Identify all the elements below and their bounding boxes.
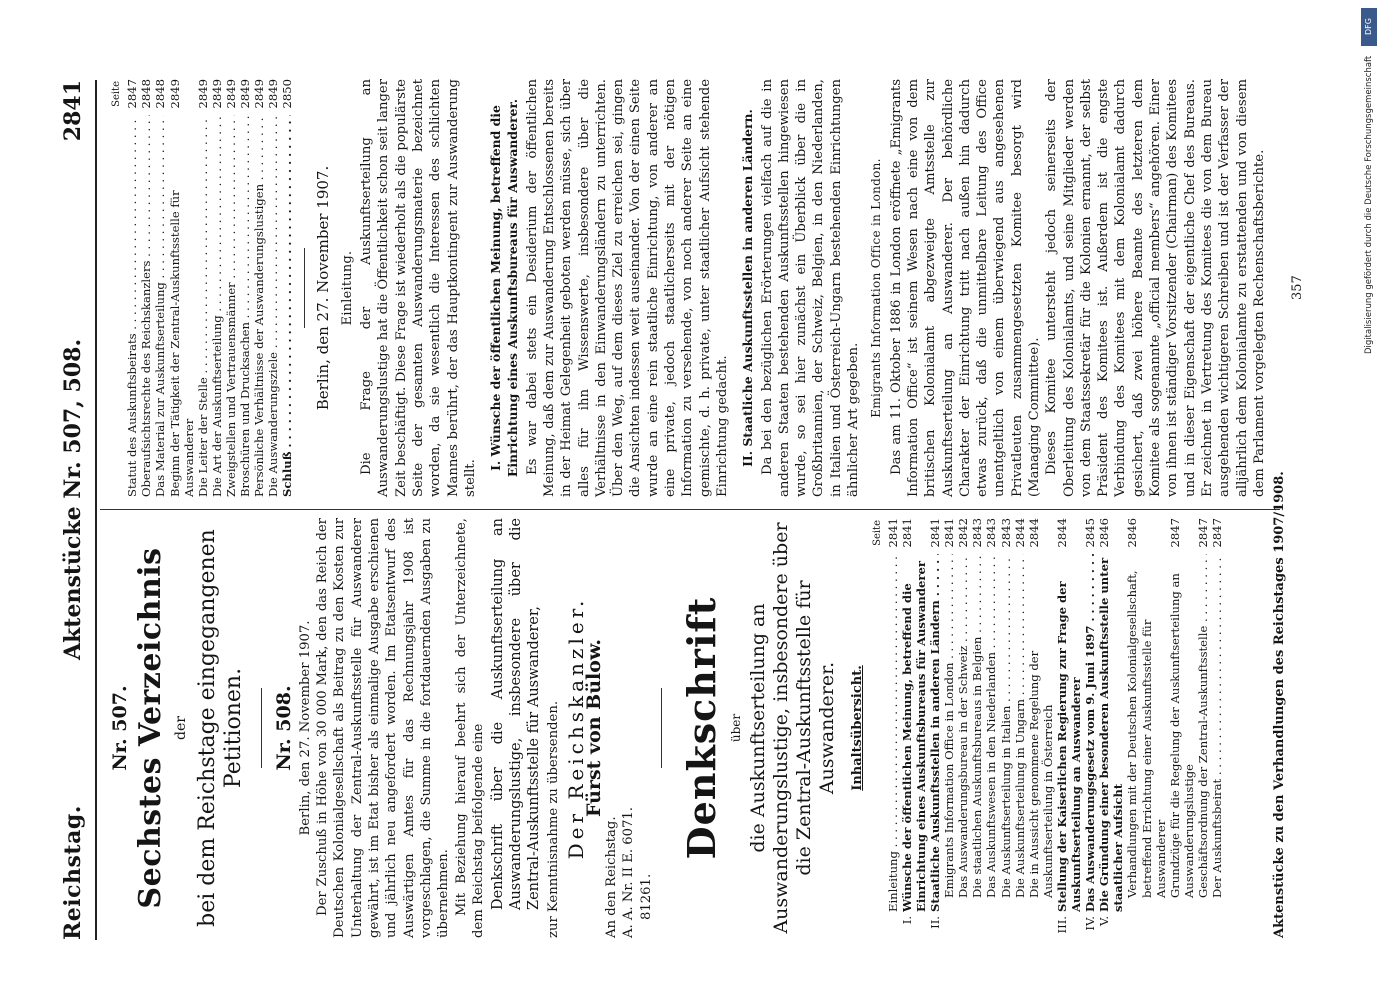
toc-entry-number [956,912,970,938]
header-left: Reichstag. [60,805,86,940]
toc-entry [139,79,153,497]
toc-leader-dots [125,115,139,333]
header-page-number: 2841 [60,80,86,142]
toc-entry-page: 2847 [125,79,140,109]
toc-entry [224,79,238,497]
digitization-stamp [1355,0,1383,1000]
toc-entry-page: 2847 [1195,518,1210,548]
toc-entry [984,518,998,938]
toc-leader-dots [1083,554,1097,626]
toc-entry-text: Geschäftsordnung der Zentral-Auskunftsstelle . . . [1196,554,1210,912]
header-center: Aktenstücke Nr. 507, 508. [60,338,86,660]
toc-leader-dots [252,115,266,184]
reference-number-2: 81261. [638,873,654,920]
toc-entry [1196,518,1210,938]
toc-entry-text: Die in Aussicht genommene Regelung der Auskunftserteilung in Österreich [1026,650,1055,898]
toc-entry-number [1210,912,1224,938]
toc-entry-page: 2849 [195,79,210,109]
footer-left: Aktenstücke zu den Verhandlungen des Reichstages 1907/1908. [1272,471,1287,938]
nr507-subtitle: bei dem Reichstage eingegangenen Petitionen. [194,529,246,927]
toc-entry-page: 2849 [238,79,253,109]
toc-leader-dots [1013,554,1027,699]
toc-entry-page: 2845 [1083,518,1098,548]
nr508-heading: Nr. 508. [272,685,295,771]
toc-cont-seite-label: Seite [111,81,122,107]
right-para3: Da bei den bezüglichen Erörterungen vielfach auf die in anderen Staaten bestehenden Auskunftsstellen hingewiesen wurde, so sei hier zunächst ein Überblick über die in Großbritannien, der Schweiz, Belgien, in den Niederlanden, in Italien und Österreich-Ungarn bestehenden Einrichtungen ähnlicher Art gegeben. [759,79,862,497]
toc-entry-number: II. [928,916,943,929]
london-subheading: Emigrants Information Office in London. [869,158,884,418]
toc-leader-dots [153,115,167,282]
nr508-para1: Der Zuschuß in Höhe von 30 000 Mark, den das Reich der Deutschen Kolonialgesellschaft als Beitrag zu den Kosten zur Unterhaltung der Zentral-Auskunftsstelle für Auswanderer gewährt, ist im Etat bisher als einmalige Ausgabe erschienen und jährlich neu angefordert worden. Im Etatsentwurf des Auswärtigen Amtes für das Rechnungsjahr 1908 ist vorgeschlagen, die Summe in die fortdauernden Ausgaben zu übernehmen. [315,518,452,938]
toc-leader-dots [210,115,224,315]
toc-entry-page: 2849 [167,79,182,109]
left-column [108,518,1224,938]
toc-entry-text: Die Leiter der Stelle . . . [196,115,210,497]
toc-leader-dots [984,554,998,652]
toc-entry-number [1027,912,1055,938]
toc-entry [1055,518,1083,938]
toc-entry-page: 2849 [252,79,267,109]
toc-entry [999,518,1013,938]
digitization-note: Digitalisierung gefördert durch die Deutsche Forschungsgemeinschaft [1364,56,1374,355]
signature-name: Fürst von Bülow. [582,638,605,818]
section-2-heading: II. Staatliche Auskunftsstellen in anderen Ländern. [740,109,756,467]
nr508-para3: zur Kenntnisnahme zu übersenden. [546,700,562,938]
toc-entry-text: Das Auskunftswesen in den Niederlanden . . . [984,554,998,912]
nr507-heading: Nr. 507. [109,685,131,771]
right-para1: Die Frage der Auskunftserteilung an Auswanderungslustige hat die Öffentlichkeit schon seit langer Zeit beschäftigt. Diese Frage ist wiederholt als die populärste Seite der gesamten Auswanderungsmaterie bezeichnet worden, da sie wesentlich die Interessen des schlichten Mannes berührt, der das Hauptkontingent zur Auswanderung stellt. [359,79,478,497]
toc-entry [168,79,196,497]
toc-entry-text: Das Auswanderungsbureau in der Schweiz . . . [956,554,970,912]
toc-entry-number [999,912,1013,938]
right-column [108,79,1268,497]
toc-entry-page: 2841 [885,518,900,548]
divider [261,688,262,768]
toc-entry-page: 2850 [280,79,295,109]
toc-entry [266,79,280,497]
nr508-date: Berlin, den 27. November 1907. [297,620,313,836]
toc-leader-dots [196,115,210,377]
toc-entry [900,518,928,938]
toc-entry-page: 2843 [970,518,985,548]
toc-entry-text: Zweigstellen und Vertrauensmänner . . . [224,115,238,497]
toc-entry-page: 2849 [209,79,224,109]
nr508-quote: Denkschrift über die Auskunftserteilung an Auswanderungslustige, insbesondere über die Zentral-Auskunftsstelle für Auswanderer, [490,518,543,910]
right-para5: Dieses Komitee untersteht jedoch seinerseits der Oberleitung des Kolonialamts, und seine Mitglieder werden von dem Staatssekretär für die Kolonien ernannt, der selbst Präsident des Komitees ist. Außerdem ist die engste Verbindung des Komitees mit dem Kolonialamt dadurch gesichert, daß zwei höhere Beamte des letzteren dem Komitee als sogenannte „official members“ angehören. Einer von ihnen ist ständiger Vorsitzender (Chairman) des Komitees und in dieser Eigenschaft der eigentliche Chef des Bureaus. Er zeichnet in Vertretung des Komitees die von dem Bureau ausgehenden wichtigeren Schreiben und ist der Verfasser der alljährlich dem Kolonialamte zu erstattenden und von diesem dem Parlament vorgelegten Rechenschaftsberichte. [1044,79,1267,497]
toc-entry-text: Die Art der Auskunftserteilung . . . [210,115,224,497]
toc-entry-page: 2843 [984,518,999,548]
toc-continued-list [125,79,294,497]
toc-entry [280,79,294,497]
toc-entry-text: Schluß . . . [280,115,294,497]
toc-entry-number [1168,912,1196,938]
toc-entry-page: 2843 [998,518,1013,548]
toc-list [886,518,1224,938]
nr507-title: Sechstes Verzeichnis [133,547,169,909]
toc-entry-text: Die Gründung einer besonderen Auskunftsstelle unter staatlicher Aufsicht [1097,557,1126,912]
toc-leader-dots [886,554,900,851]
toc-entry-text: Oberaufsichtsrechte des Reichskanzlers . . . [139,115,153,497]
divider-3 [304,248,305,328]
toc-entry-number: I. [899,916,914,925]
toc-entry-number [970,912,984,938]
toc-leader-dots [224,115,238,282]
toc-seite-label: Seite [871,520,883,546]
right-para2: Es war dabei stets ein Desiderium der öffentlichen Meinung, daß dem zur Auswanderung Entschlossenen bereits in der Heimat Gelegenheit geboten werden müsse, sich über alles für ihn Wissenswerte, insbesondere über die Verhältnisse in den Einwanderungsländern zu unterrichten. Über den Weg, auf dem dieses Ziel zu erreichen sei, gingen die Ansichten indessen weit auseinander. Von der einen Seite wurde an eine rein staatliche Einrichtung, von anderer an eine private, jedoch staatlicherseits mit der nötigen Information zu versehende, von noch anderer Seite an eine gemischte, d. h. private, unter staatlicher Aufsicht stehende Einrichtung gedacht. [524,79,730,497]
toc-entry [942,518,956,938]
toc-entry [1097,518,1125,938]
toc-entry-page: 2841 [899,518,914,548]
toc-entry-number: IV. [1083,916,1098,931]
toc-entry-page: 2847 [1167,518,1182,548]
toc-entry-text: Die Auswanderungsziele . . . [266,115,280,497]
toc-entry-number [1125,912,1167,938]
toc-entry-page: 2844 [1054,518,1069,548]
toc-leader-dots [970,554,984,637]
toc-entry-page: 2849 [223,79,238,109]
toc-leader-dots [139,115,153,261]
toc-entry [125,79,139,497]
toc-entry-text: Persönliche Verhältnisse der Auswanderungslustigen . . . [252,115,266,497]
nr508-para2: Mit Beziehung hierauf beehrt sich der Unterzeichnete, dem Reichstag beifolgende eine [453,518,486,938]
toc-entry-page: 2846 [1125,518,1140,548]
toc-leader-dots [956,554,970,646]
toc-entry-number [942,912,956,938]
toc-entry [238,79,252,497]
toc-entry-text: Der Auskunftsbeirat . . . [1210,554,1224,912]
toc-entry-number [886,912,900,938]
signature-title: Der Reichskanzler. [564,596,589,860]
toc-entry-text: Beginn der Tätigkeit der Zentral-Auskunftsstelle für Auswanderer [167,190,196,497]
toc-entry-number: III. [1054,916,1069,934]
toc-entry-text: Verhandlungen mit der Deutschen Kolonialgesellschaft, betreffend Errichtung einer Auskunftsstelle für Auswanderer [1125,570,1168,898]
toc-entry-text: Die Auskunftserteilung in Ungarn . . . [1013,554,1027,912]
toc-entry-text: Das Material zur Auskunftserteilung . . . [153,115,167,497]
toc-entry-page: 2848 [153,79,168,109]
toc-leader-dots [238,115,252,322]
column-rule [100,509,1280,510]
toc-entry [252,79,266,497]
toc-entry-page: 2846 [1097,518,1112,548]
toc-entry [196,79,210,497]
toc-leader-dots [928,554,942,600]
toc-entry-text: Die Auskunftserteilung in Italien . . . [999,554,1013,912]
toc-entry [1210,518,1224,938]
toc-entry [1027,518,1055,938]
toc-entry-number: V. [1097,916,1112,927]
toc-leader-dots [280,115,294,451]
toc-entry-number [984,912,998,938]
toc-entry-page: 2849 [266,79,281,109]
toc-title: Inhaltsübersicht. [850,665,866,791]
divider-2 [661,688,662,768]
section-1-heading: I. Wünsche der öffentlichen Meinung, betreffend die Einrichtung eines Auskunftsbureaus für Auswanderer. [488,98,521,478]
toc-entry-page: 2847 [1209,518,1224,548]
einleitung-heading: Einleitung. [339,250,355,326]
toc-entry-text: Grundzüge für die Regelung der Auskunftserteilung an Auswanderungslustige [1167,573,1196,898]
toc-entry-page: 2841 [928,518,943,548]
reference-number: A. A. Nr. II E. 6071. [621,807,637,938]
denkschrift-title: Denkschrift [678,596,724,860]
toc-entry [153,79,167,497]
toc-entry [886,518,900,938]
dfg-logo-icon: DFG [1361,8,1377,46]
toc-leader-dots [942,554,956,663]
addressee: An den Reichstag. [604,816,620,938]
toc-entry-page: 2848 [139,79,154,109]
toc-entry [970,518,984,938]
bottom-page-number: 357 [1290,275,1305,300]
page-header [60,80,100,940]
header-rule [95,80,97,940]
toc-entry-text: Broschüren und Drucksachen . . . [238,115,252,497]
toc-entry-text: Einleitung . . . [886,554,900,912]
toc-entry-page: 2844 [1026,518,1041,548]
toc-entry-number [1013,912,1027,938]
denkschrift-subtitle: die Auskunftserteilung an Auswanderungslustige, insbesondere über die Zentral-Auskunftsstelle für Auswanderer. [747,522,839,934]
right-para4: Das am 11. Oktober 1886 in London eröffnete „Emigrants Information Office“ ist seinem Wesen nach eine von dem britischen Kolonialamt abgezweigte Amtsstelle zur Auskunftserteilung an Auswanderer. Der behördliche Charakter der Einrichtung tritt nach außen hin dadurch etwas zurück, daß die unmittelbare Leitung des Office unentgeltlich von einem überwiegend aus angesehenen Privatleuten zusammengesetzten Komitee besorgt wird (Managing Committee). [888,79,1042,497]
toc-entry-page: 2841 [942,518,957,548]
toc-leader-dots [266,115,280,352]
toc-leader-dots [1196,554,1210,626]
toc-entry-number [1196,912,1210,938]
toc-entry [210,79,224,497]
denkschrift-ueber: über [728,713,743,743]
toc-entry [956,518,970,938]
toc-entry-text: Das Auswanderungsgesetz vom 9. Juni 1897 . . . [1083,554,1097,912]
toc-entry [1013,518,1027,938]
toc-entry-text: Die staatlichen Auskunftsbureaus in Belgien . . . [970,554,984,912]
toc-entry [1083,518,1097,938]
toc-entry-text: Statut des Auskunftsbeirats . . . [125,115,139,497]
toc-entry-text: Emigrants Information Office in London . . . [942,554,956,912]
toc-entry-page: 2844 [1012,518,1027,548]
toc-entry-text: Wünsche der öffentlichen Meinung, betreffend die Einrichtung eines Auskunftsbureaus für Auswanderer [899,561,929,912]
toc-entry [1125,518,1167,938]
toc-entry [928,518,942,938]
toc-leader-dots [999,554,1013,706]
right-date: Berlin, den 27. November 1907. [314,165,333,411]
toc-entry-text: Staatliche Auskunftsstellen in anderen Ländern . . . [928,554,942,912]
toc-leader-dots [1210,554,1224,779]
toc-entry [1168,518,1196,938]
toc-entry-page: 2842 [956,518,971,548]
toc-entry-text: Stellung der Kaiserlichen Regierung zur Frage der Auskunftserteilung an Auswanderer [1054,581,1084,912]
nr507-der: der [173,716,190,740]
